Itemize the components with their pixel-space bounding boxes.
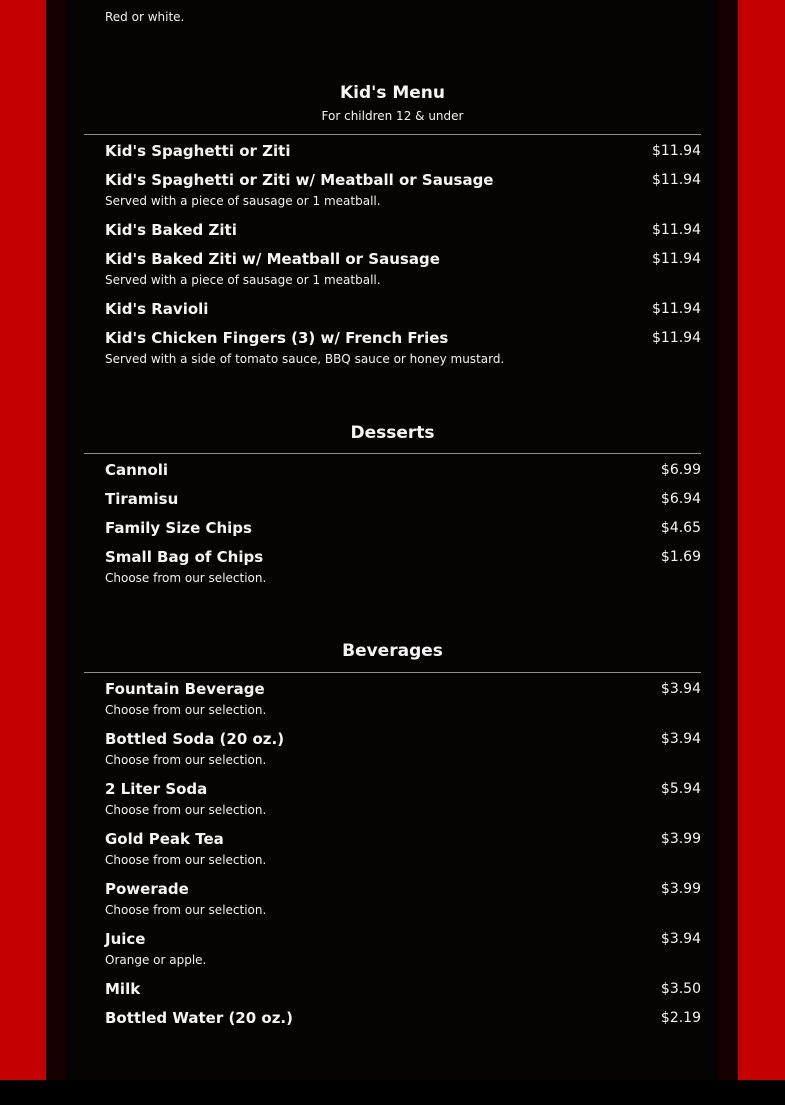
section-divider [84, 134, 701, 135]
beverages-items [84, 674, 701, 1032]
item-description: Choose from our selection. [105, 753, 267, 767]
item-name: Small Bag of Chips [105, 547, 264, 566]
item-price: $6.94 [660, 490, 701, 507]
beverages-section [84, 640, 701, 1032]
menu-content [84, 0, 701, 1032]
item-price: $5.94 [660, 780, 701, 797]
menu-item[interactable] [84, 323, 701, 367]
item-price: $3.94 [660, 730, 701, 747]
menu-item[interactable] [84, 774, 701, 818]
menu-item[interactable] [84, 542, 701, 586]
kids-menu-subtitle: For children 12 & under [321, 109, 464, 123]
menu-item[interactable] [84, 674, 701, 718]
item-name: Family Size Chips [105, 518, 252, 537]
previous-item-description: Red or white. [105, 10, 185, 24]
item-price: $3.94 [660, 680, 701, 697]
menu-item[interactable] [84, 1003, 701, 1032]
item-description: Choose from our selection. [105, 571, 267, 585]
item-price: $3.94 [660, 930, 701, 947]
menu-item[interactable] [84, 136, 701, 165]
item-name: Kid's Spaghetti or Ziti [105, 141, 291, 160]
item-price: $4.65 [660, 519, 701, 536]
item-name: Fountain Beverage [105, 679, 265, 698]
menu-item[interactable] [84, 215, 701, 244]
item-name: Kid's Spaghetti or Ziti w/ Meatball or Sausage [105, 170, 494, 189]
item-description: Choose from our selection. [105, 853, 267, 867]
menu-item[interactable] [84, 924, 701, 968]
menu-item[interactable] [84, 724, 701, 768]
kids-menu-title: Kid's Menu [339, 83, 446, 103]
item-name: Cannoli [105, 460, 169, 479]
desserts-title: Desserts [350, 423, 435, 443]
item-name: Kid's Chicken Fingers (3) w/ French Fries [105, 328, 449, 347]
item-price: $11.94 [652, 221, 701, 238]
item-description: Served with a side of tomato sauce, BBQ sauce or honey mustard. [105, 352, 505, 366]
desserts-items [84, 455, 701, 586]
item-name: Bottled Soda (20 oz.) [105, 729, 285, 748]
item-description: Choose from our selection. [105, 803, 267, 817]
item-price: $11.94 [652, 300, 701, 317]
item-description: Choose from our selection. [105, 903, 267, 917]
menu-item[interactable] [84, 513, 701, 542]
menu-item[interactable] [84, 244, 701, 288]
item-name: Juice [105, 929, 146, 948]
item-name: Milk [105, 979, 141, 998]
item-price: $3.50 [660, 980, 701, 997]
item-price: $11.94 [652, 329, 701, 346]
menu-item[interactable] [84, 974, 701, 1003]
item-name: Bottled Water (20 oz.) [105, 1008, 293, 1027]
kids-menu-items [84, 136, 701, 367]
item-price: $11.94 [652, 142, 701, 159]
item-name: Kid's Baked Ziti w/ Meatball or Sausage [105, 249, 440, 268]
item-name: Kid's Ravioli [105, 299, 209, 318]
item-price: $3.99 [660, 880, 701, 897]
menu-item[interactable] [84, 874, 701, 918]
desserts-section [84, 422, 701, 586]
item-price: $11.94 [652, 250, 701, 267]
item-price: $3.99 [660, 830, 701, 847]
item-price: $2.19 [660, 1009, 701, 1026]
menu-item[interactable] [84, 824, 701, 868]
section-divider [84, 453, 701, 454]
item-description: Choose from our selection. [105, 703, 267, 717]
item-price: $6.99 [660, 461, 701, 478]
menu-item[interactable] [84, 294, 701, 323]
item-name: Kid's Baked Ziti [105, 220, 237, 239]
item-name: 2 Liter Soda [105, 779, 208, 798]
item-price: $1.69 [660, 548, 701, 565]
item-description: Served with a piece of sausage or 1 meatball. [105, 194, 381, 208]
item-price: $11.94 [652, 171, 701, 188]
beverages-title: Beverages [342, 641, 443, 661]
kids-menu-section [84, 82, 701, 367]
item-name: Gold Peak Tea [105, 829, 224, 848]
menu-item[interactable] [84, 455, 701, 484]
menu-item[interactable] [84, 165, 701, 209]
item-description: Served with a piece of sausage or 1 meatball. [105, 273, 381, 287]
item-name: Powerade [105, 879, 189, 898]
item-name: Tiramisu [105, 489, 179, 508]
menu-item[interactable] [84, 484, 701, 513]
section-divider [84, 672, 701, 673]
item-description: Orange or apple. [105, 953, 207, 967]
